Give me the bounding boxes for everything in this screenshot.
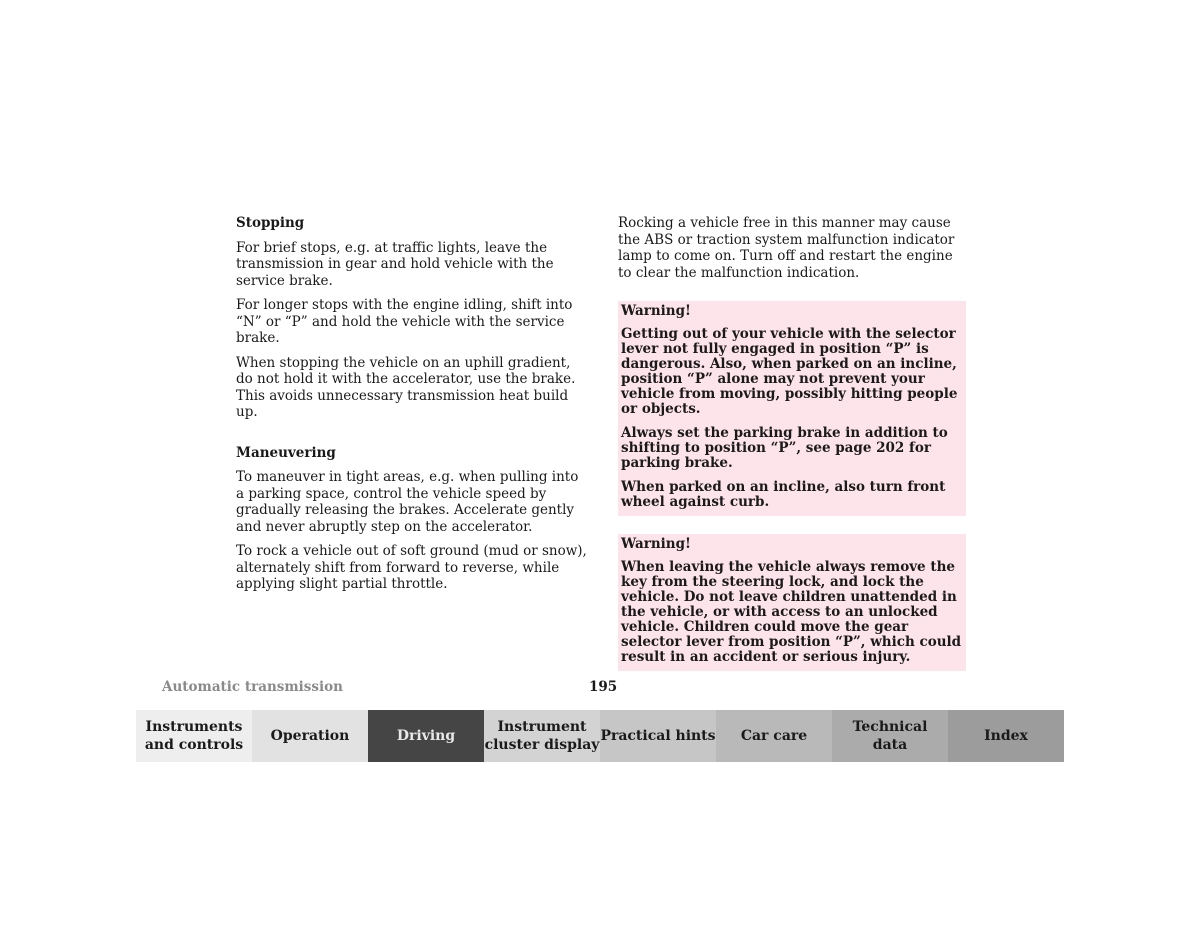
stopping-paragraph: For longer stops with the engine idling, shift into “N” or “P” and hold the vehicle with the service brake. <box>236 297 573 346</box>
right-column <box>618 215 966 671</box>
stopping-paragraph: When stopping the vehicle on an uphill gradient, do not hold it with the accelerator, use the brake. This avoids unnecessary transmission heat build up. <box>236 354 576 420</box>
tab-index[interactable]: Index <box>948 710 1064 762</box>
warning-box-parking <box>618 301 966 516</box>
tab-operation[interactable]: Operation <box>252 710 368 762</box>
warning-paragraph: When parked on an incline, also turn front wheel against curb. <box>621 479 946 510</box>
warning-title: Warning! <box>621 303 691 319</box>
tab-technical-data[interactable]: Technical data <box>832 710 948 762</box>
warning-title: Warning! <box>621 536 691 552</box>
section-title: Automatic transmission <box>162 679 343 695</box>
stopping-paragraph: For brief stops, e.g. at traffic lights, leave the transmission in gear and hold vehicle with the service brake. <box>236 239 554 289</box>
warning-box-children <box>618 534 966 671</box>
tab-practical-hints[interactable]: Practical hints <box>600 710 716 762</box>
page-number: 195 <box>589 679 618 695</box>
maneuvering-paragraph: To rock a vehicle out of soft ground (mud or snow), alternately shift from forward to reverse, while applying slight partial throttle. <box>236 543 587 592</box>
tab-instruments-and-controls[interactable]: Instruments and controls <box>136 710 252 762</box>
tab-car-care[interactable]: Car care <box>716 710 832 762</box>
rocking-intro-paragraph: Rocking a vehicle free in this manner may cause the ABS or traction system malfunction indicator lamp to come on. Turn off and restart the engine to clear the malfunction indication. <box>618 215 955 281</box>
warning-paragraph: Always set the parking brake in addition to shifting to position “P”, see page 202 for parking brake. <box>621 425 948 471</box>
tab-instrument-cluster-display[interactable]: Instrument cluster display <box>484 710 600 762</box>
left-column <box>236 215 588 601</box>
chapter-nav-bar <box>136 710 1064 762</box>
maneuvering-heading: Maneuvering <box>236 444 336 461</box>
tab-driving[interactable]: Driving <box>368 710 484 762</box>
maneuvering-paragraph: To maneuver in tight areas, e.g. when pulling into a parking space, control the vehicle speed by gradually releasing the brakes. Accelerate gently and never abruptly step on the accelerator. <box>236 469 579 535</box>
warning-paragraph: Getting out of your vehicle with the selector lever not fully engaged in position “P” is dangerous. Also, when parked on an incline, position “P” alone may not prevent your vehicle from moving, possibly hitting people or objects. <box>621 326 958 417</box>
warning-paragraph: When leaving the vehicle always remove the key from the steering lock, and lock the vehicle. Do not leave children unattended in the vehicle, or with access to an unlocked vehicle. Children could move the gear selector lever from position “P”, which could result in an accident or serious injury. <box>621 559 962 665</box>
stopping-heading: Stopping <box>236 215 305 231</box>
